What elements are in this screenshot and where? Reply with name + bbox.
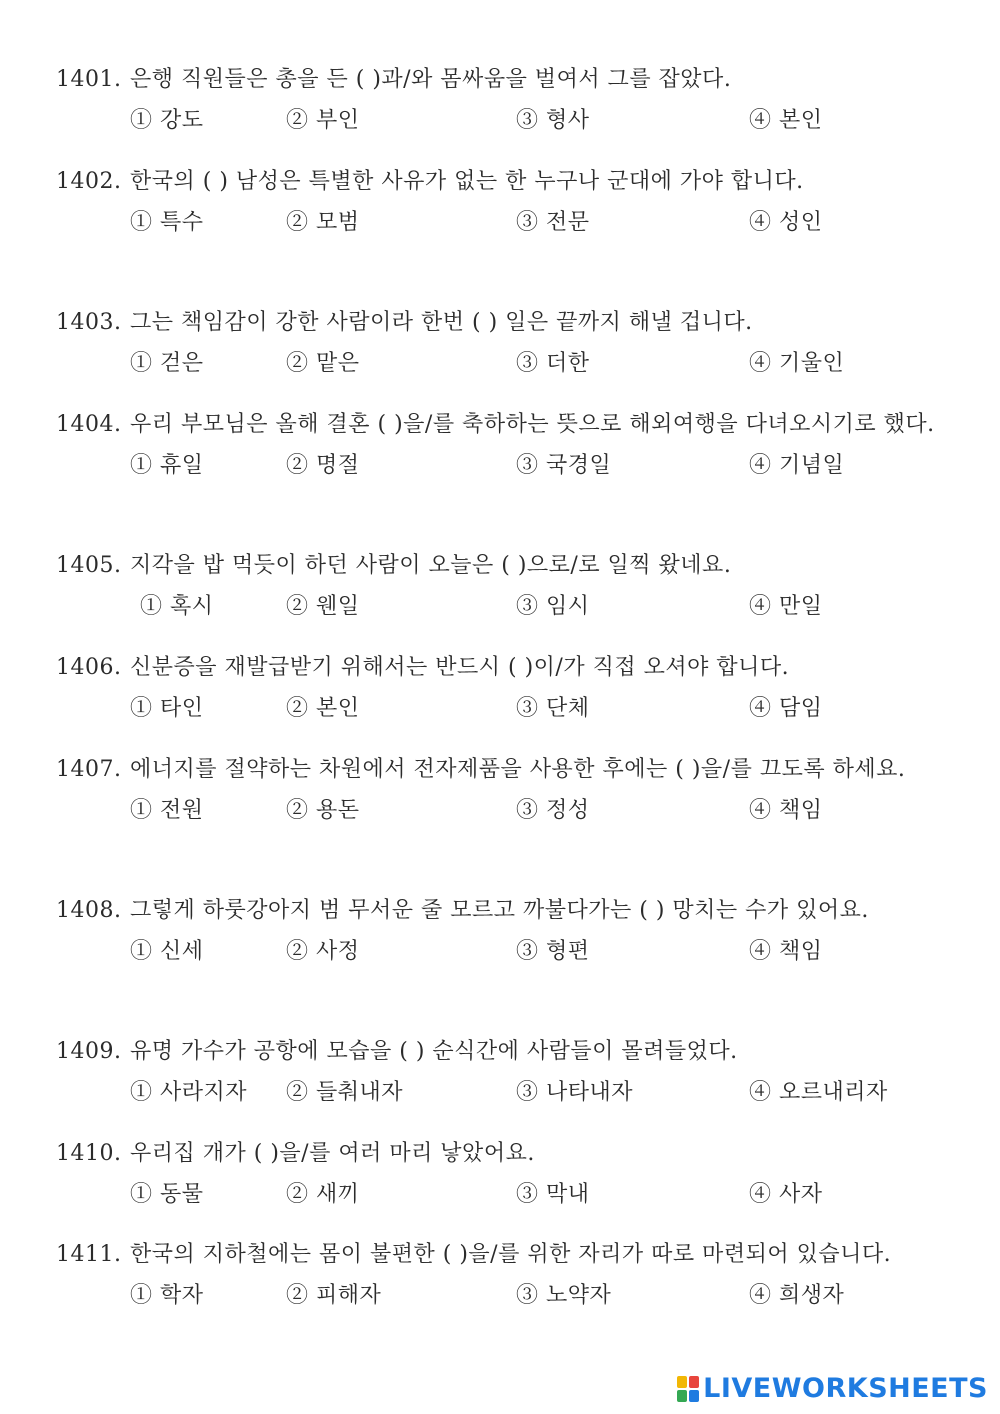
choice-3[interactable]: ③ 노약자	[516, 1283, 612, 1308]
choice-3[interactable]: ③ 막내	[516, 1182, 590, 1207]
choice-4[interactable]: ④ 본인	[749, 108, 823, 133]
choice-2[interactable]: ② 웬일	[286, 594, 360, 619]
choice-2[interactable]: ② 명절	[286, 453, 360, 478]
logo-square	[677, 1390, 687, 1402]
logo-square	[689, 1376, 699, 1388]
question-1402	[56, 162, 946, 244]
liveworksheets-logo-icon	[677, 1376, 699, 1402]
choice-list	[56, 586, 946, 628]
question-number: 1401.	[56, 67, 122, 92]
choice-4[interactable]: ④ 기념일	[749, 453, 845, 478]
choice-3[interactable]: ③ 형편	[516, 939, 590, 964]
question-number: 1407.	[56, 757, 122, 782]
question-number: 1408.	[56, 898, 122, 923]
choice-2[interactable]: ② 사정	[286, 939, 360, 964]
choice-3[interactable]: ③ 단체	[516, 696, 590, 721]
choice-list	[56, 343, 946, 385]
question-number: 1403.	[56, 310, 122, 335]
choice-1[interactable]: ① 동물	[130, 1182, 204, 1207]
choice-3[interactable]: ③ 나타내자	[516, 1080, 634, 1105]
question-1408	[56, 891, 946, 973]
choice-3[interactable]: ③ 더한	[516, 351, 590, 376]
choice-4[interactable]: ④ 책임	[749, 939, 823, 964]
choice-4[interactable]: ④ 담임	[749, 696, 823, 721]
choice-1[interactable]: ① 타인	[130, 696, 204, 721]
choice-1[interactable]: ① 강도	[130, 108, 204, 133]
logo-square	[677, 1376, 687, 1388]
question-1407	[56, 750, 946, 832]
choice-3[interactable]: ③ 정성	[516, 798, 590, 823]
question-text: 은행 직원들은 총을 든 ( )과/와 몸싸움을 벌여서 그를 잡았다.	[130, 67, 732, 92]
choice-4[interactable]: ④ 만일	[749, 594, 823, 619]
question-text: 지각을 밥 먹듯이 하던 사람이 오늘은 ( )으로/로 일찍 왔네요.	[130, 553, 732, 578]
choice-list	[56, 1275, 946, 1317]
choice-4[interactable]: ④ 기울인	[749, 351, 845, 376]
choice-4[interactable]: ④ 사자	[749, 1182, 823, 1207]
choice-1[interactable]: ① 신세	[130, 939, 204, 964]
choice-1[interactable]: ① 휴일	[130, 453, 204, 478]
choice-list	[56, 688, 946, 730]
choice-list	[56, 1174, 946, 1216]
choice-2[interactable]: ② 들춰내자	[286, 1080, 404, 1105]
choice-list	[56, 202, 946, 244]
question-1411	[56, 1235, 946, 1317]
question-1406	[56, 648, 946, 730]
question-text: 우리 부모님은 올해 결혼 ( )을/를 축하하는 뜻으로 해외여행을 다녀오시기로 했다.	[130, 412, 935, 437]
choice-1[interactable]: ① 사라지자	[130, 1080, 248, 1105]
question-text: 우리집 개가 ( )을/를 여러 마리 낳았어요.	[130, 1141, 535, 1166]
brand-name: LIVEWORKSHEETS	[703, 1373, 988, 1404]
choice-2[interactable]: ② 본인	[286, 696, 360, 721]
question-text: 에너지를 절약하는 차원에서 전자제품을 사용한 후에는 ( )을/를 끄도록 하세요.	[130, 757, 906, 782]
choice-1[interactable]: ① 혹시	[140, 594, 214, 619]
choice-4[interactable]: ④ 희생자	[749, 1283, 845, 1308]
question-number: 1404.	[56, 412, 122, 437]
choice-2[interactable]: ② 맡은	[286, 351, 360, 376]
choice-1[interactable]: ① 걷은	[130, 351, 204, 376]
choice-3[interactable]: ③ 형사	[516, 108, 590, 133]
question-number: 1402.	[56, 169, 122, 194]
question-1405	[56, 546, 946, 628]
choice-list	[56, 790, 946, 832]
choice-2[interactable]: ② 피해자	[286, 1283, 382, 1308]
question-text: 한국의 지하철에는 몸이 불편한 ( )을/를 위한 자리가 따로 마련되어 있습니다.	[130, 1242, 892, 1267]
choice-4[interactable]: ④ 오르내리자	[749, 1080, 888, 1105]
choice-1[interactable]: ① 학자	[130, 1283, 204, 1308]
choice-4[interactable]: ④ 성인	[749, 210, 823, 235]
choice-4[interactable]: ④ 책임	[749, 798, 823, 823]
choice-2[interactable]: ② 용돈	[286, 798, 360, 823]
choice-2[interactable]: ② 부인	[286, 108, 360, 133]
question-1409	[56, 1032, 946, 1114]
question-number: 1405.	[56, 553, 122, 578]
choice-list	[56, 931, 946, 973]
question-1404	[56, 405, 946, 487]
choice-2[interactable]: ② 모범	[286, 210, 360, 235]
question-number: 1406.	[56, 655, 122, 680]
question-text: 그는 책임감이 강한 사람이라 한번 ( ) 일은 끝까지 해낼 겁니다.	[130, 310, 753, 335]
choice-2[interactable]: ② 새끼	[286, 1182, 360, 1207]
question-1410	[56, 1134, 946, 1216]
choice-list	[56, 100, 946, 142]
question-number: 1411.	[56, 1242, 122, 1267]
choice-3[interactable]: ③ 전문	[516, 210, 590, 235]
liveworksheets-brand[interactable]	[677, 1373, 988, 1404]
choice-list	[56, 445, 946, 487]
choice-1[interactable]: ① 특수	[130, 210, 204, 235]
logo-square	[689, 1390, 699, 1402]
choice-3[interactable]: ③ 국경일	[516, 453, 612, 478]
choice-list	[56, 1072, 946, 1114]
choice-3[interactable]: ③ 임시	[516, 594, 590, 619]
question-number: 1410.	[56, 1141, 122, 1166]
choice-1[interactable]: ① 전원	[130, 798, 204, 823]
question-1403	[56, 303, 946, 385]
question-text: 유명 가수가 공항에 모습을 ( ) 순식간에 사람들이 몰려들었다.	[130, 1039, 738, 1064]
question-text: 그렇게 하룻강아지 범 무서운 줄 모르고 까불다가는 ( ) 망치는 수가 있어요.	[130, 898, 869, 923]
question-text: 신분증을 재발급받기 위해서는 반드시 ( )이/가 직접 오셔야 합니다.	[130, 655, 790, 680]
question-1401	[56, 60, 946, 142]
question-number: 1409.	[56, 1039, 122, 1064]
question-text: 한국의 ( ) 남성은 특별한 사유가 없는 한 누구나 군대에 가야 합니다.	[130, 169, 804, 194]
